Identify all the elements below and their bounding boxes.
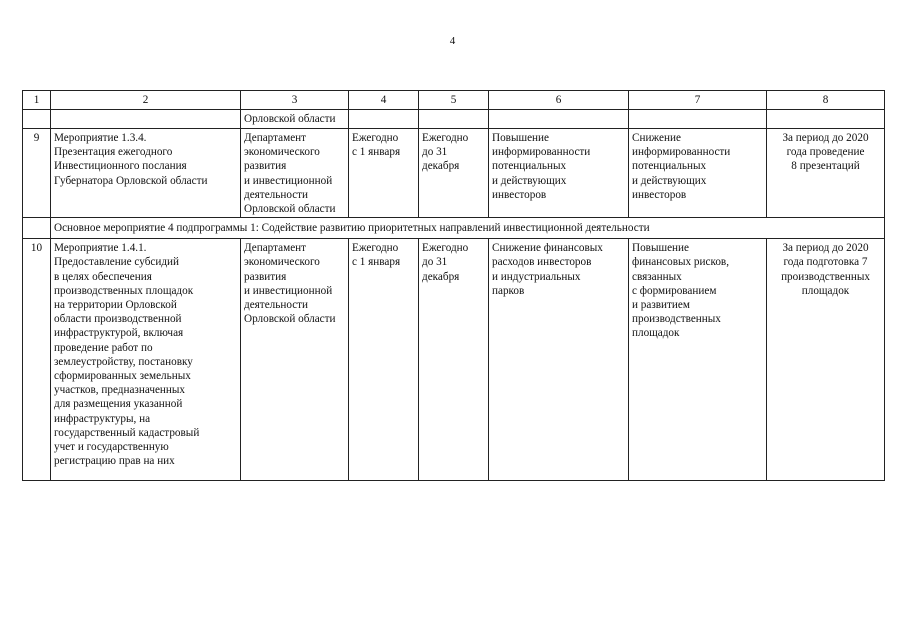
section-row <box>23 218 885 239</box>
row-number: 10 <box>23 239 51 481</box>
continuation-executor: Орловской области <box>241 110 349 129</box>
column-number-header-row <box>23 91 885 110</box>
table-row-9 <box>23 129 885 218</box>
column-header-7: 7 <box>629 91 767 110</box>
continuation-cell-6 <box>489 110 629 129</box>
table-row-10 <box>23 239 885 481</box>
end-date: Ежегодно до 31 декабря <box>419 129 489 218</box>
program-measures-table <box>22 90 885 481</box>
row-number: 9 <box>23 129 51 218</box>
executor: Департамент экономического развития и инвестиционной деятельности Орловской области <box>241 239 349 481</box>
target-result: За период до 2020 года проведение 8 презентаций <box>767 129 885 218</box>
section-title: Основное мероприятие 4 подпрограммы 1: Содействие развитию приоритетных направлений инвестиционной деятельности <box>51 218 885 239</box>
continuation-cell-8 <box>767 110 885 129</box>
event-name: Мероприятие 1.4.1. Предоставление субсидий в целях обеспечения производственных площадок на территории Орловской области производственной инфраструктурой, включая проведение работ по землеустройству, постановку сформированных земельных участков, предназначенных для размещения указанной инфраструктуры, на государственный кадастровый учет и государственную регистрацию прав на них <box>51 239 241 481</box>
continuation-cell-1 <box>23 110 51 129</box>
column-header-4: 4 <box>349 91 419 110</box>
start-date: Ежегодно с 1 января <box>349 129 419 218</box>
expected-effect: Снижение финансовых расходов инвесторов и индустриальных парков <box>489 239 629 481</box>
continuation-row <box>23 110 885 129</box>
section-row-spacer <box>23 218 51 239</box>
event-name: Мероприятие 1.3.4. Презентация ежегодного Инвестиционного послания Губернатора Орловской области <box>51 129 241 218</box>
column-header-3: 3 <box>241 91 349 110</box>
column-header-5: 5 <box>419 91 489 110</box>
column-header-2: 2 <box>51 91 241 110</box>
non-implementation-consequence: Снижение информированности потенциальных и действующих инвесторов <box>629 129 767 218</box>
page-number: 4 <box>449 35 456 47</box>
end-date: Ежегодно до 31 декабря <box>419 239 489 481</box>
column-header-8: 8 <box>767 91 885 110</box>
non-implementation-consequence: Повышение финансовых рисков, связанных с формированием и развитием производственных площадок <box>629 239 767 481</box>
continuation-cell-7 <box>629 110 767 129</box>
column-header-6: 6 <box>489 91 629 110</box>
target-result: За период до 2020 года подготовка 7 производственных площадок <box>767 239 885 481</box>
expected-effect: Повышение информированности потенциальных и действующих инвесторов <box>489 129 629 218</box>
column-header-1: 1 <box>23 91 51 110</box>
continuation-cell-5 <box>419 110 489 129</box>
continuation-cell-2 <box>51 110 241 129</box>
executor: Департамент экономического развития и инвестиционной деятельности Орловской области <box>241 129 349 218</box>
continuation-cell-4 <box>349 110 419 129</box>
start-date: Ежегодно с 1 января <box>349 239 419 481</box>
